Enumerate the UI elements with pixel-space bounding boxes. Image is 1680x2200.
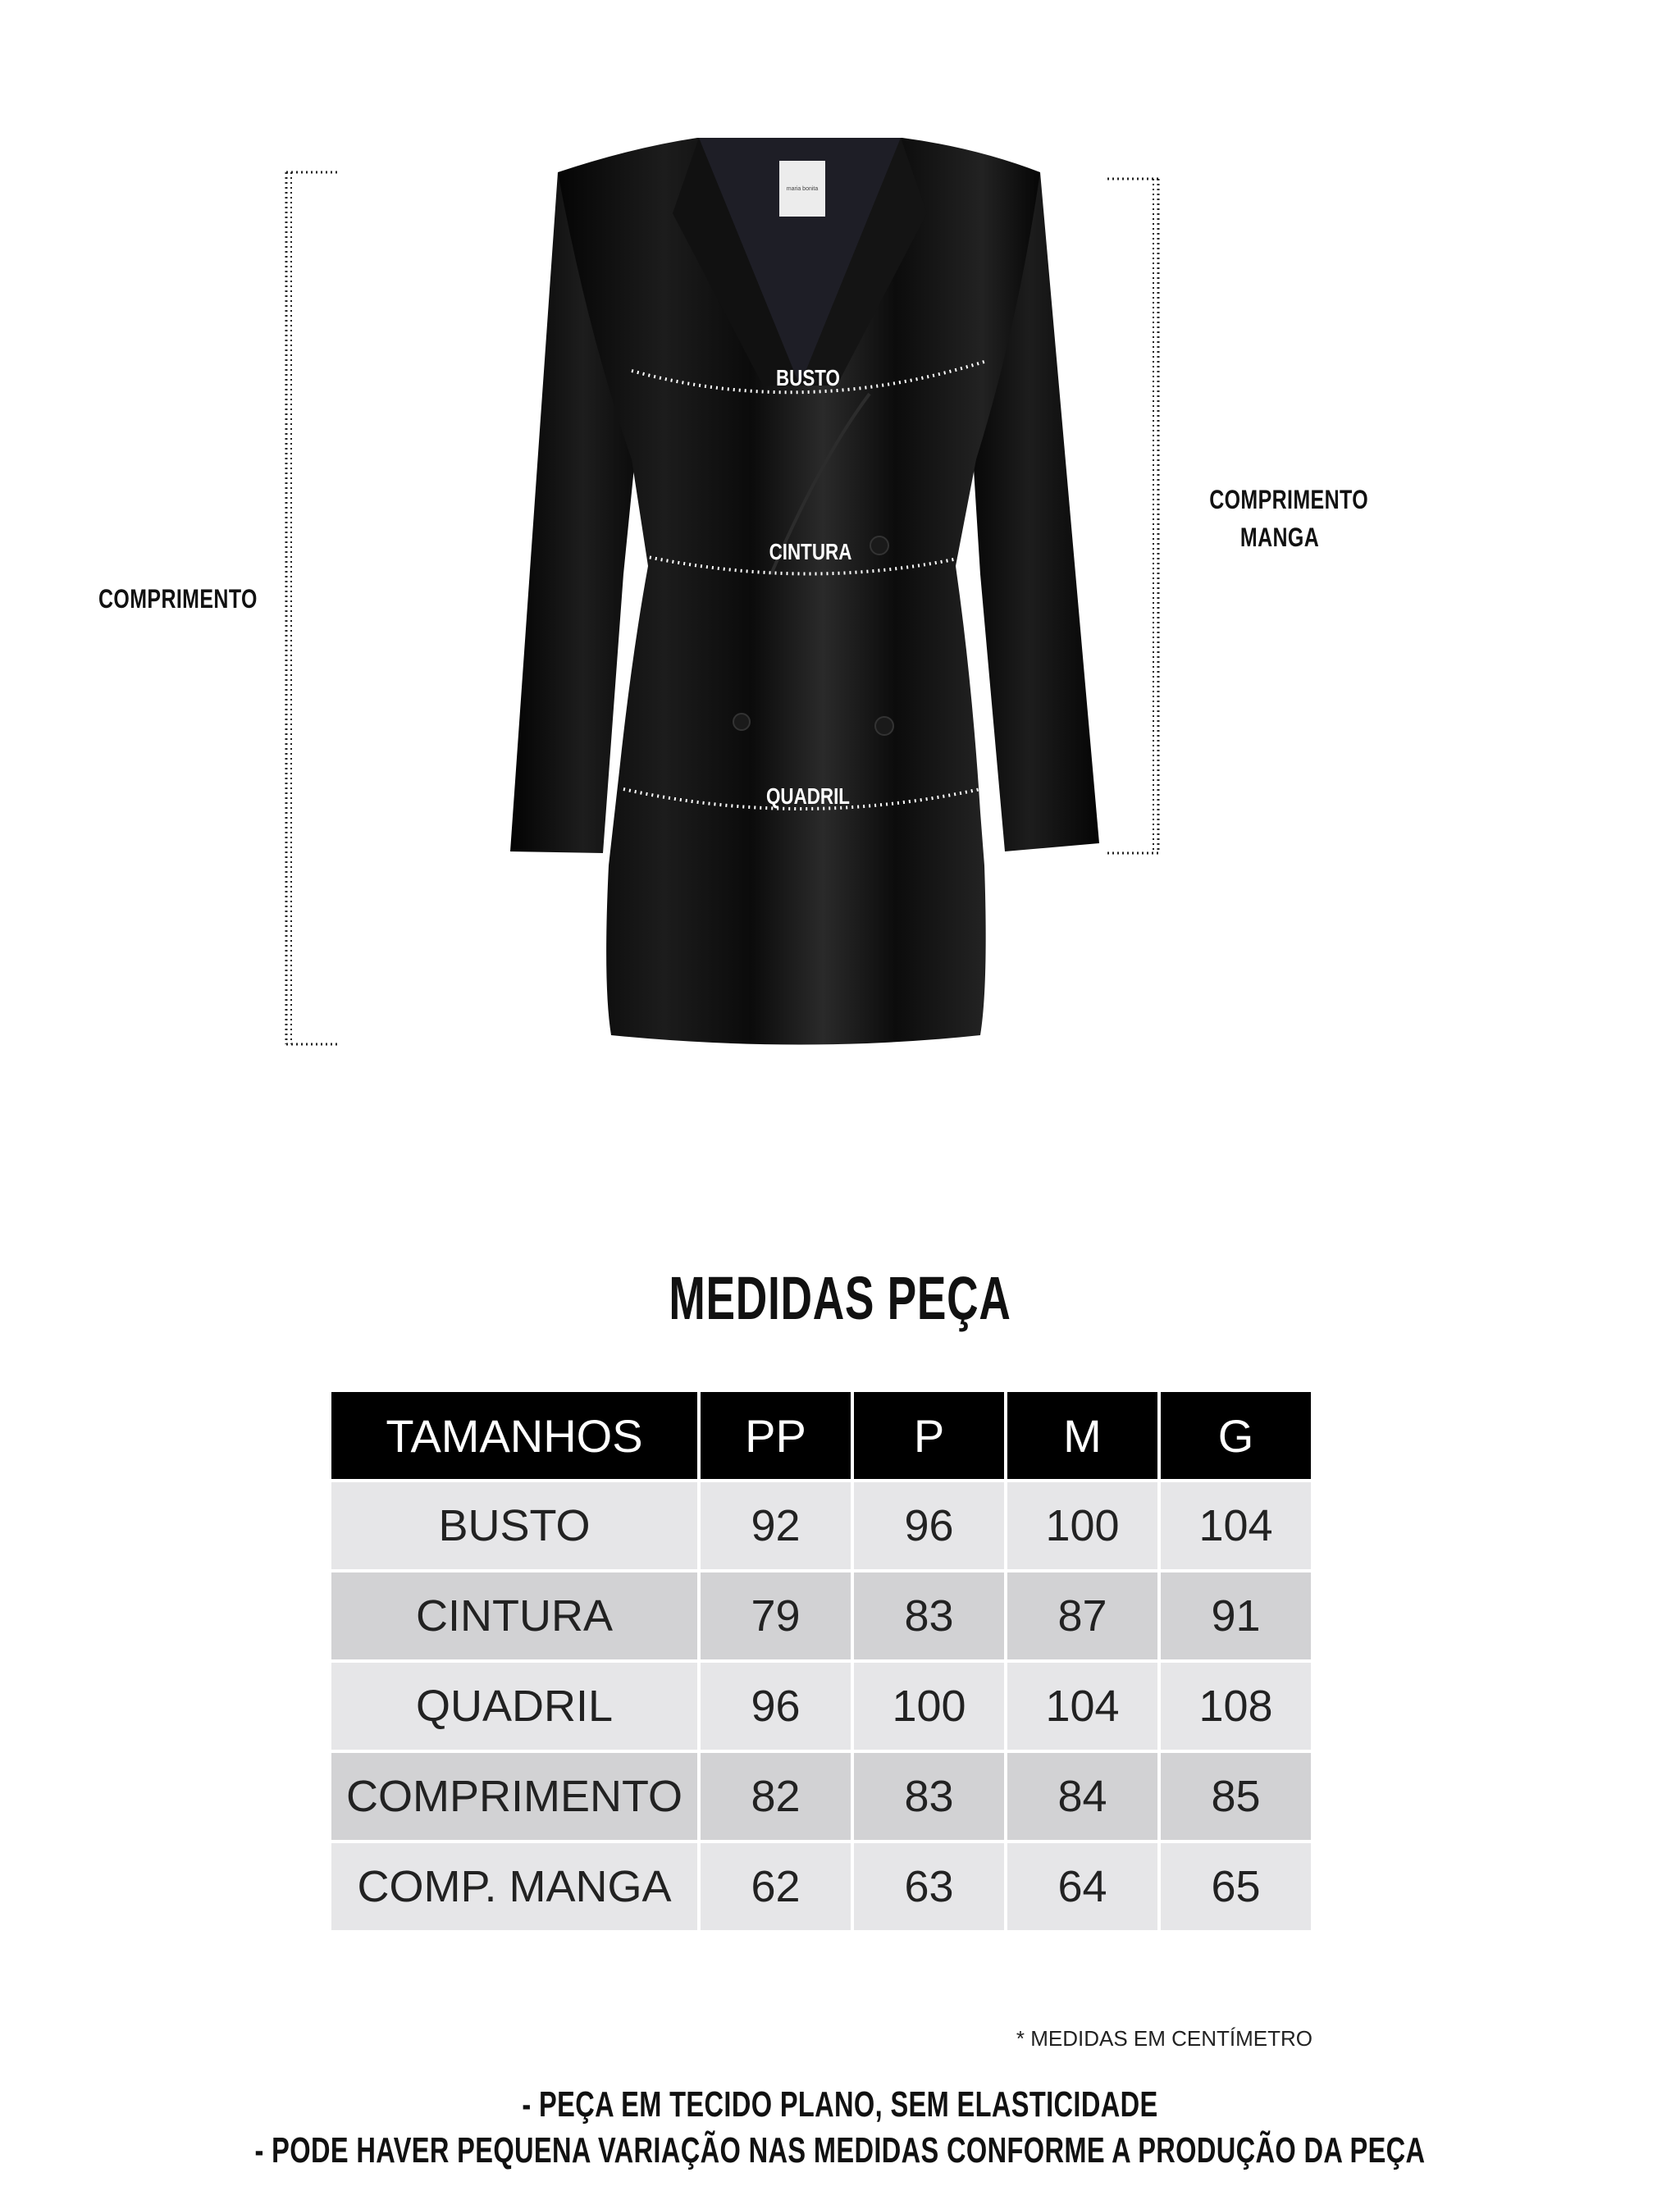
hip-label: QUADRIL — [766, 783, 850, 810]
remark-line: - PEÇA EM TECIDO PLANO, SEM ELASTICIDADE — [522, 2084, 1158, 2125]
table-cell: 64 — [1007, 1843, 1157, 1930]
table-cell: 104 — [1161, 1482, 1311, 1569]
remarks — [0, 2082, 1680, 2174]
table-cell: 87 — [1007, 1572, 1157, 1659]
sleeve-length-label-line2: MANGA — [1239, 523, 1320, 552]
table-cell: 91 — [1161, 1572, 1311, 1659]
garment-illustration — [0, 0, 1680, 1091]
header-cell-p: P — [854, 1392, 1004, 1479]
table-cell: 83 — [854, 1572, 1004, 1659]
row-label: QUADRIL — [331, 1663, 697, 1750]
remark-line: - PODE HAVER PEQUENA VARIAÇÃO NAS MEDIDAS CONFORME A PRODUÇÃO DA PEÇA — [254, 2130, 1426, 2170]
svg-text:maria bonita: maria bonita — [786, 186, 819, 192]
length-bracket — [286, 172, 338, 1044]
sleeve-length-label-line1: COMPRIMENTO — [1209, 485, 1369, 514]
bust-label: BUSTO — [776, 365, 840, 391]
table-cell: 85 — [1161, 1753, 1311, 1840]
row-label: COMP. MANGA — [331, 1843, 697, 1930]
sleeve-length-label — [1209, 481, 1369, 556]
page-title: MEDIDAS PEÇA — [669, 1264, 1011, 1332]
table-cell: 82 — [701, 1753, 851, 1840]
table-cell: 63 — [854, 1843, 1004, 1930]
header-cell-m: M — [1007, 1392, 1157, 1479]
header-cell-sizes: TAMANHOS — [331, 1392, 697, 1479]
table-header-row — [331, 1392, 1311, 1479]
table-cell: 96 — [701, 1663, 851, 1750]
table-cell: 83 — [854, 1753, 1004, 1840]
header-cell-pp: PP — [701, 1392, 851, 1479]
header-cell-g: G — [1161, 1392, 1311, 1479]
table-cell: 92 — [701, 1482, 851, 1569]
table-cell: 79 — [701, 1572, 851, 1659]
table-row — [331, 1572, 1311, 1659]
waist-label: CINTURA — [769, 539, 852, 565]
table-row — [331, 1753, 1311, 1840]
units-note: * MEDIDAS EM CENTÍMETRO — [1016, 2026, 1312, 2051]
row-label: CINTURA — [331, 1572, 697, 1659]
table-row — [331, 1663, 1311, 1750]
table-row — [331, 1482, 1311, 1569]
table-row — [331, 1843, 1311, 1930]
table-cell: 62 — [701, 1843, 851, 1930]
row-label: COMPRIMENTO — [331, 1753, 697, 1840]
table-cell: 65 — [1161, 1843, 1311, 1930]
table-cell: 100 — [1007, 1482, 1157, 1569]
table-cell: 84 — [1007, 1753, 1157, 1840]
table-cell: 108 — [1161, 1663, 1311, 1750]
garment-diagram — [0, 0, 1680, 1091]
table-cell: 104 — [1007, 1663, 1157, 1750]
length-label: COMPRIMENTO — [98, 584, 258, 614]
sleeve-length-bracket — [1107, 179, 1158, 853]
table-cell: 100 — [854, 1663, 1004, 1750]
size-table — [328, 1389, 1314, 1933]
row-label: BUSTO — [331, 1482, 697, 1569]
table-cell: 96 — [854, 1482, 1004, 1569]
